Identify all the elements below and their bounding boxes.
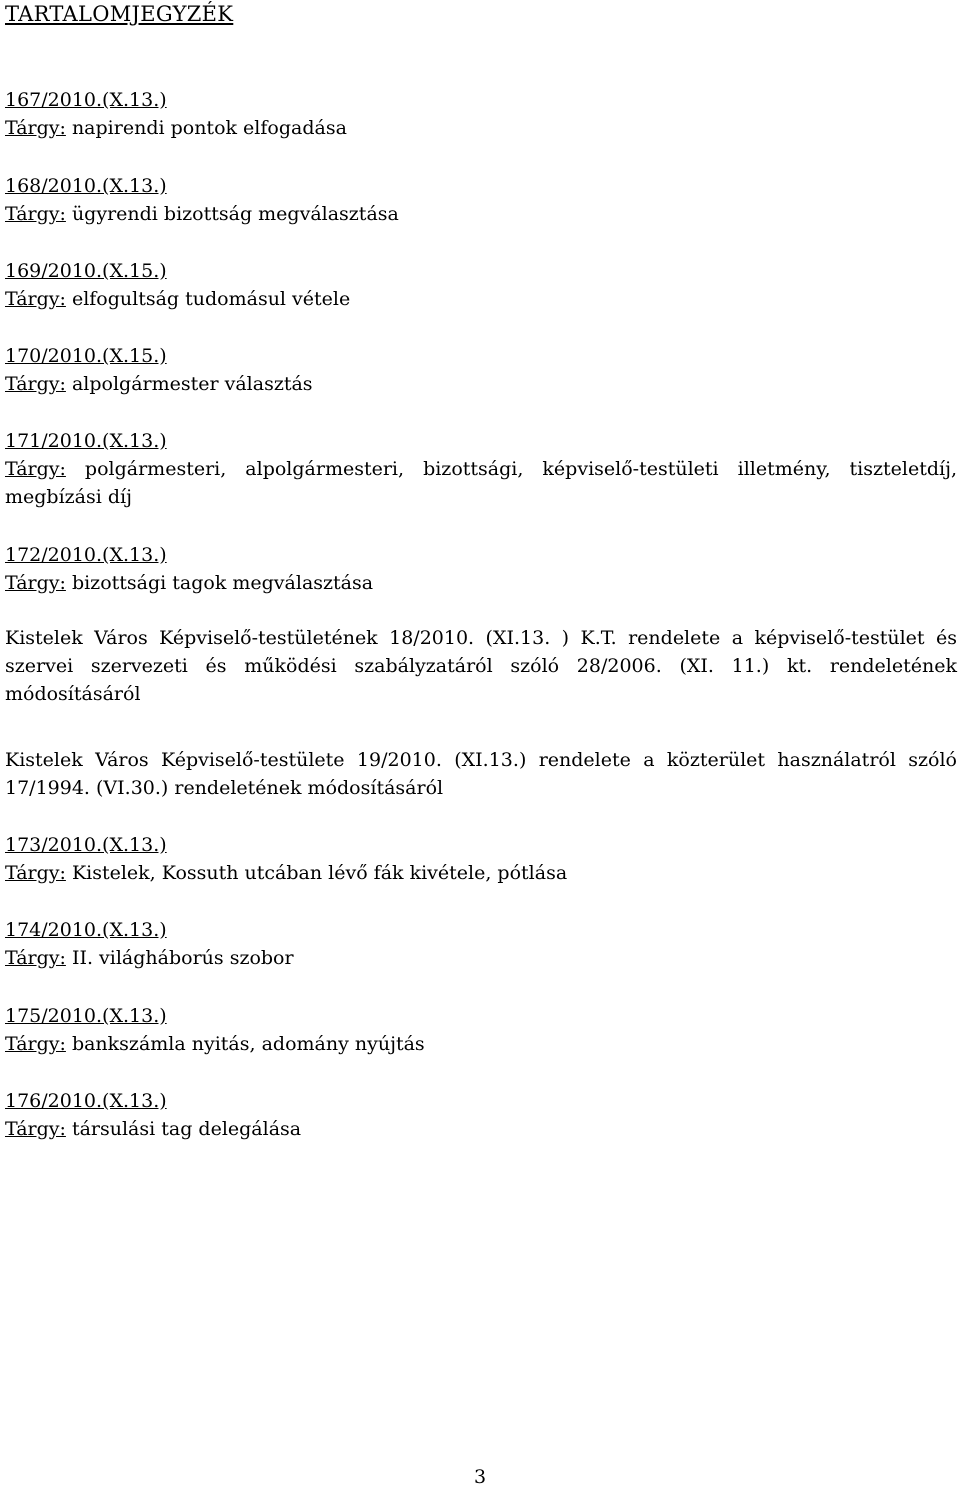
resolution-number: 170/2010.(X.15.) — [5, 345, 167, 367]
subject-label: Tárgy: — [5, 1118, 66, 1140]
document-title: TARTALOMJEGYZÉK — [5, 2, 234, 26]
subject-text: Kistelek, Kossuth utcában lévő fák kivétele, pótlása — [65, 862, 568, 884]
resolution-subject — [5, 569, 957, 597]
resolution-number: 171/2010.(X.13.) — [5, 430, 167, 452]
subject-text: polgármesteri, alpolgármesteri, bizottsági, képviselő-testületi illetmény, tiszteletdíj, megbízási díj — [5, 458, 957, 508]
subject-text: bankszámla nyitás, adomány nyújtás — [65, 1033, 425, 1055]
subject-text: alpolgármester választás — [65, 373, 313, 395]
resolution-subject — [5, 200, 957, 228]
subject-label: Tárgy: — [5, 117, 66, 139]
subject-label: Tárgy: — [5, 203, 66, 225]
resolution-number: 169/2010.(X.15.) — [5, 260, 167, 282]
subject-label: Tárgy: — [5, 572, 66, 594]
resolution-number: 175/2010.(X.13.) — [5, 1005, 167, 1027]
resolution-subject — [5, 114, 957, 142]
resolution-subject — [5, 1030, 957, 1058]
subject-label: Tárgy: — [5, 947, 66, 969]
resolution-subject — [5, 455, 957, 511]
resolution-number: 167/2010.(X.13.) — [5, 89, 167, 111]
toc-entry — [5, 172, 957, 228]
resolution-number: 173/2010.(X.13.) — [5, 834, 167, 856]
resolution-subject — [5, 285, 957, 313]
subject-text: II. világháborús szobor — [65, 947, 294, 969]
toc-entry — [5, 1087, 957, 1143]
toc-entry — [5, 86, 957, 142]
resolution-number: 174/2010.(X.13.) — [5, 919, 167, 941]
subject-label: Tárgy: — [5, 1033, 66, 1055]
subject-label: Tárgy: — [5, 458, 66, 480]
resolution-subject — [5, 1115, 957, 1143]
toc-entry — [5, 1002, 957, 1058]
resolution-number: 176/2010.(X.13.) — [5, 1090, 167, 1112]
toc-entry — [5, 427, 957, 511]
resolution-subject — [5, 370, 957, 398]
resolution-number: 172/2010.(X.13.) — [5, 544, 167, 566]
subject-text: elfogultság tudomásul vétele — [65, 288, 351, 310]
toc-entry — [5, 342, 957, 398]
ordinance-paragraph: Kistelek Város Képviselő-testületének 18/2010. (XI.13. ) K.T. rendelete a képviselő-testület és szervei szervezeti és működési szabályzatáról szóló 28/2006. (XI. 11.) kt. rendeletének módosításáról — [5, 627, 957, 705]
subject-label: Tárgy: — [5, 862, 66, 884]
subject-text: napirendi pontok elfogadása — [65, 117, 347, 139]
page-number: 3 — [474, 1466, 487, 1488]
resolution-subject — [5, 944, 957, 972]
subject-label: Tárgy: — [5, 373, 66, 395]
toc-entry — [5, 257, 957, 313]
subject-text: bizottsági tagok megválasztása — [65, 572, 374, 594]
toc-entry — [5, 831, 957, 887]
subject-label: Tárgy: — [5, 288, 66, 310]
subject-text: társulási tag delegálása — [65, 1118, 302, 1140]
toc-entry — [5, 916, 957, 972]
resolution-number: 168/2010.(X.13.) — [5, 175, 167, 197]
toc-entry — [5, 541, 957, 597]
subject-text: ügyrendi bizottság megválasztása — [65, 203, 399, 225]
resolution-subject — [5, 859, 957, 887]
ordinance-paragraph: Kistelek Város Képviselő-testülete 19/2010. (XI.13.) rendelete a közterület használatról szóló 17/1994. (VI.30.) rendeletének módosításáról — [5, 749, 957, 799]
